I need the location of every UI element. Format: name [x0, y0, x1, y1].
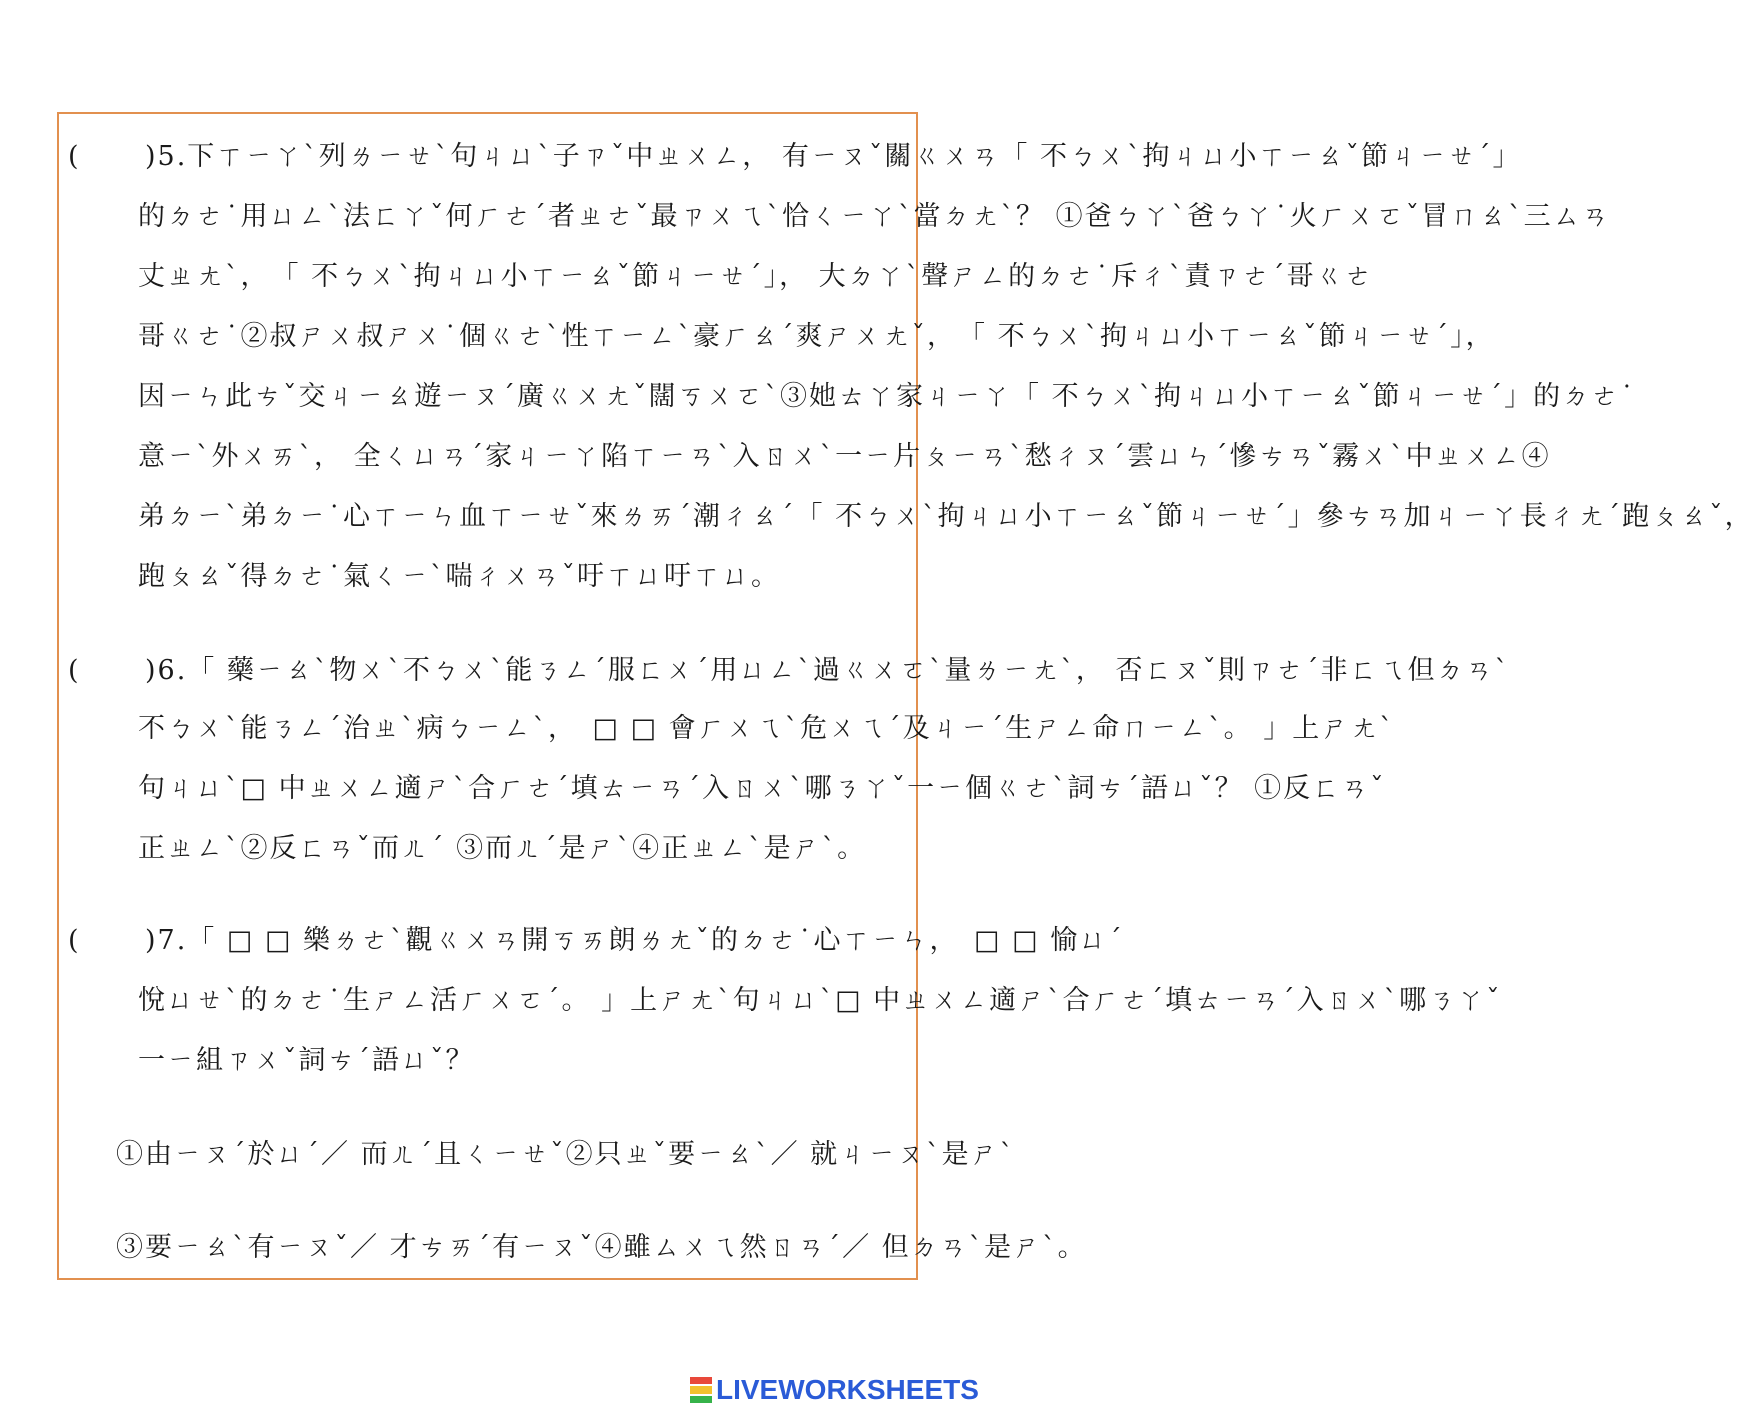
q7-paren-open: (	[68, 925, 81, 956]
q7-line-3: 一ㄧ組ㄗㄨˇ詞ㄘˊ語ㄩˇ？	[138, 1045, 475, 1076]
q5-line-3: 丈ㄓㄤˋ， 「 不ㄅㄨˋ拘ㄐㄩ小ㄒㄧㄠˇ節ㄐㄧㄝˊ」， 大ㄉㄚˋ聲ㄕㄥ的ㄉㄜ˙斥ㄔˋ責ㄗㄜˊ哥ㄍㄜ	[138, 261, 1374, 292]
q5-line-1: )5.下ㄒㄧㄚˋ列ㄌㄧㄝˋ句ㄐㄩˋ子ㄗˇ中ㄓㄨㄥ， 有ㄧㄡˇ關ㄍㄨㄢ「 不ㄅㄨˋ拘ㄐㄩ小ㄒㄧㄠˇ節ㄐㄧㄝˊ」	[145, 141, 1522, 172]
q7-line-2: 悅ㄩㄝˋ的ㄉㄜ˙生ㄕㄥ活ㄏㄨㄛˊ。 」上ㄕㄤˋ句ㄐㄩˋ□ 中ㄓㄨㄥ適ㄕˋ合ㄏㄜˊ填ㄊㄧㄢˊ入ㄖㄨˋ哪ㄋㄚˇ	[138, 985, 1502, 1016]
q5-line-7: 弟ㄉㄧˋ弟ㄉㄧ˙心ㄒㄧㄣ血ㄒㄧㄝˇ來ㄌㄞˊ潮ㄔㄠˊ「 不ㄅㄨˋ拘ㄐㄩ小ㄒㄧㄠˇ節ㄐㄧㄝˊ」參ㄘㄢ加ㄐㄧㄚ長ㄔㄤˊ跑ㄆㄠˇ，	[138, 501, 1754, 532]
q7-option-line-1: ①由ㄧㄡˊ於ㄩˊ／ 而ㄦˊ且ㄑㄧㄝˇ②只ㄓˇ要ㄧㄠˋ／ 就ㄐㄧㄡˋ是ㄕˋ	[116, 1139, 1016, 1170]
q6-line-4: 正ㄓㄥˋ②反ㄈㄢˇ而ㄦˊ ③而ㄦˊ是ㄕˋ④正ㄓㄥˋ是ㄕˋ。	[138, 833, 867, 864]
liveworksheets-wordmark: LIVEWORKSHEETS	[716, 1374, 979, 1405]
q6-line-1: )6.「 藥ㄧㄠˋ物ㄨˋ不ㄅㄨˋ能ㄋㄥˊ服ㄈㄨˊ用ㄩㄥˋ過ㄍㄨㄛˋ量ㄌㄧㄤˋ， 否ㄈㄡˇ則ㄗㄜˊ非ㄈㄟ但ㄉㄢˋ	[145, 655, 1510, 686]
q5-line-6: 意ㄧˋ外ㄨㄞˋ， 全ㄑㄩㄢˊ家ㄐㄧㄚ陷ㄒㄧㄢˋ入ㄖㄨˋ一ㄧ片ㄆㄧㄢˋ愁ㄔㄡˊ雲ㄩㄣˊ慘ㄘㄢˇ霧ㄨˋ中ㄓㄨㄥ④	[138, 441, 1551, 472]
q7-line-1: )7.「 □ □ 樂ㄌㄜˋ觀ㄍㄨㄢ開ㄎㄞ朗ㄌㄤˇ的ㄉㄜ˙心ㄒㄧㄣ， □ □ 愉ㄩˊ	[145, 925, 1124, 956]
q7-option-line-2: ③要ㄧㄠˋ有ㄧㄡˇ／ 才ㄘㄞˊ有ㄧㄡˇ④雖ㄙㄨㄟ然ㄖㄢˊ／ 但ㄉㄢˋ是ㄕˋ。	[116, 1232, 1087, 1263]
q5-line-2: 的ㄉㄜ˙用ㄩㄥˋ法ㄈㄚˇ何ㄏㄜˊ者ㄓㄜˇ最ㄗㄨㄟˋ恰ㄑㄧㄚˋ當ㄉㄤˋ？ ①爸ㄅㄚˋ爸ㄅㄚ˙火ㄏㄨㄛˇ冒ㄇㄠˋ三ㄙㄢ	[138, 201, 1611, 232]
q6-line-2: 不ㄅㄨˋ能ㄋㄥˊ治ㄓˋ病ㄅㄧㄥˋ， □ □ 會ㄏㄨㄟˋ危ㄨㄟˊ及ㄐㄧˊ生ㄕㄥ命ㄇㄧㄥˋ。 」上ㄕㄤˋ	[138, 713, 1395, 744]
q5-line-4: 哥ㄍㄜ˙②叔ㄕㄨ叔ㄕㄨ˙個ㄍㄜˋ性ㄒㄧㄥˋ豪ㄏㄠˊ爽ㄕㄨㄤˇ， 「 不ㄅㄨˋ拘ㄐㄩ小ㄒㄧㄠˇ節ㄐㄧㄝˊ」，	[138, 321, 1495, 352]
q5-paren-open: (	[68, 141, 81, 172]
q5-line-8: 跑ㄆㄠˇ得ㄉㄜ˙氣ㄑㄧˋ喘ㄔㄨㄢˇ吁ㄒㄩ吁ㄒㄩ。	[138, 561, 780, 592]
q5-line-5: 因ㄧㄣ此ㄘˇ交ㄐㄧㄠ遊ㄧㄡˊ廣ㄍㄨㄤˇ闊ㄎㄨㄛˋ③她ㄊㄚ家ㄐㄧㄚ「 不ㄅㄨˋ拘ㄐㄩ小ㄒㄧㄠˇ節ㄐㄧㄝˊ」的ㄉㄜ˙	[138, 381, 1636, 412]
liveworksheets-logo	[690, 1374, 990, 1406]
q6-paren-open: (	[68, 655, 81, 686]
liveworksheets-icon	[690, 1376, 712, 1404]
q6-line-3: 句ㄐㄩˋ□ 中ㄓㄨㄥ適ㄕˋ合ㄏㄜˊ填ㄊㄧㄢˊ入ㄖㄨˋ哪ㄋㄚˇ一ㄧ個ㄍㄜˋ詞ㄘˊ語ㄩˇ？ ①反ㄈㄢˇ	[138, 773, 1386, 804]
